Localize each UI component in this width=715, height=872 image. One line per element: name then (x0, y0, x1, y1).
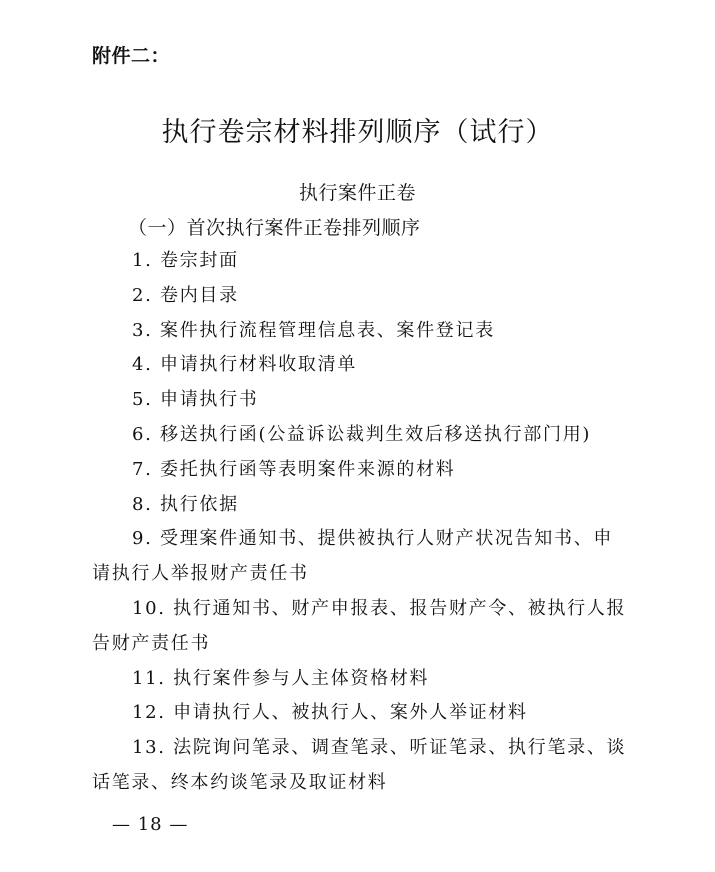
list-item: 12. 申请执行人、被执行人、案外人举证材料 (132, 702, 528, 724)
attachment-label: 附件二： (92, 45, 171, 67)
list-item: 5. 申请执行书 (132, 389, 259, 411)
document-title: 执行卷宗材料排列顺序（试行） (161, 117, 554, 148)
list-item: 2. 卷内目录 (132, 284, 239, 306)
document-subtitle: 执行案件正卷 (298, 182, 416, 204)
section-heading: （一）首次执行案件正卷排列顺序 (128, 217, 421, 239)
list-item: 8. 执行依据 (132, 493, 239, 515)
list-item: 1. 卷宗封面 (132, 250, 239, 271)
list-item: 3. 案件执行流程管理信息表、案件登记表 (132, 319, 495, 341)
list-item: 13. 法院询问笔录、调查笔录、听证笔录、执行笔录、谈话笔录、终本约谈笔录及取证材料 (92, 737, 627, 793)
list-item: 6. 移送执行函(公益诉讼裁判生效后移送执行部门用) (132, 423, 592, 445)
list-item: 9. 受理案件通知书、提供被执行人财产状况告知书、申请执行人举报财产责任书 (92, 528, 614, 585)
list-item: 7. 委托执行函等表明案件来源的材料 (132, 458, 456, 480)
material-order-list (92, 244, 632, 801)
list-item: 11. 执行案件参与人主体资格材料 (132, 667, 430, 689)
list-item: 10. 执行通知书、财产申报表、报告财产令、被执行人报告财产责任书 (92, 597, 627, 654)
list-item: 4. 申请执行材料收取清单 (132, 354, 357, 376)
page-number: — 18 — (112, 814, 189, 835)
